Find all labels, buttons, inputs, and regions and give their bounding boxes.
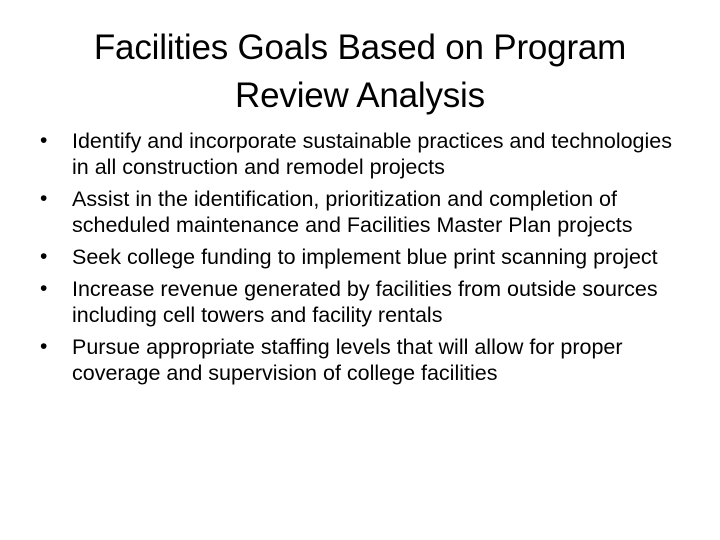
bullet-item [40,334,680,386]
bullet-text: Seek college funding to implement blue print scanning project [72,245,658,269]
slide-title: Facilities Goals Based on Program Review Analysis [93,28,627,115]
bullet-text: Assist in the identification, prioritization and completion of scheduled maintenance and Facilities Master Plan projects [72,187,633,237]
bullet-text: Increase revenue generated by facilities from outside sources including cell towers and facility rentals [72,277,658,327]
bullet-icon: • [40,277,48,300]
bullet-icon: • [40,187,48,210]
bullet-icon: • [40,129,48,152]
bullet-item [40,276,680,328]
bullet-item [40,186,680,238]
bullet-icon: • [40,245,48,268]
bullet-text: Identify and incorporate sustainable practices and technologies in all construction and remodel projects [72,129,672,179]
bullet-icon: • [40,335,48,358]
bullet-list [40,128,680,392]
bullet-text: Pursue appropriate staffing levels that will allow for proper coverage and supervision of college facilities [72,335,623,385]
bullet-item [40,128,680,180]
bullet-item [40,244,680,270]
